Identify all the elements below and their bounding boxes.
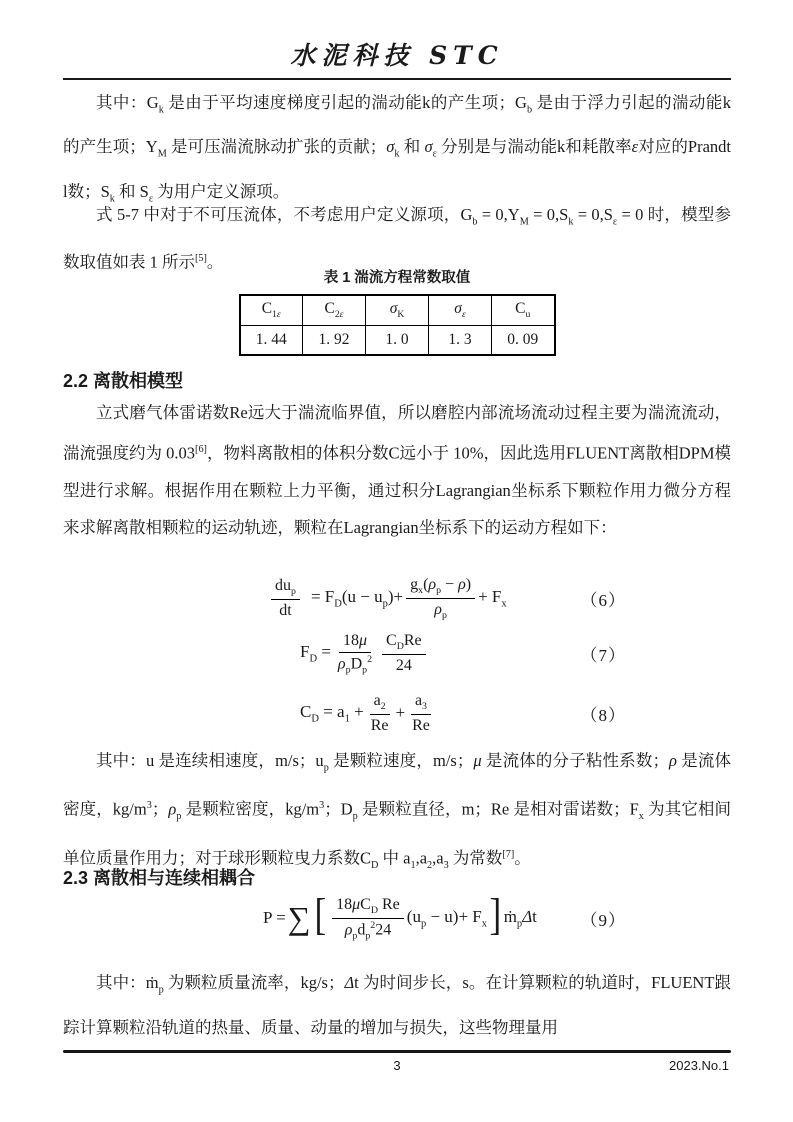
equation-body: = $F_D(u - u_p)+$: [310, 586, 404, 610]
section-heading-2-3: 2.3 离散相与连续相耦合: [63, 868, 256, 888]
table-value-cell: 1. 92: [303, 325, 366, 355]
equation-body: $C_D = a_1$ +: [300, 701, 364, 725]
page-number: 3: [393, 1058, 401, 1073]
footer: [63, 1058, 731, 1073]
table-header-cell: $\sigma_\varepsilon$: [429, 295, 492, 325]
header-rule: [63, 78, 731, 80]
fraction: $\frac{g_x(\rho_p - \rho)}{\rho_p}$: [406, 574, 475, 622]
turbulence-constants-table: [239, 294, 556, 356]
equation-body: +: [395, 703, 406, 723]
equation-number: （6）: [580, 590, 626, 610]
paragraph-coupling-definitions: 其中：ṁ$_p$ 为颗粒质量流率，kg/s；Δt 为时间步长，s。在计算颗粒的轨道时，FLUENT跟踪计算颗粒沿轨道的热量、质量、动量的增加与损失，这些物理量用: [63, 973, 731, 1038]
equation-8: [63, 690, 731, 736]
table-caption: 表 1 湍流方程常数取值: [323, 270, 471, 286]
equation-number: （7）: [580, 645, 626, 665]
fraction: $\frac{18\mu}{\rho_pD_p^2}$: [337, 632, 373, 676]
table-value-cell: 1. 3: [429, 325, 492, 355]
table-value-row: [240, 325, 555, 355]
right-bracket: ]: [489, 890, 502, 940]
equation-7: [63, 630, 731, 677]
paragraph-turbulence-terms: 其中：$G_k$ 是由于平均速度梯度引起的湍动能k的产生项；$G_b$ 是由于浮力引起的湍动能k的产生项；$Y_M$ 是可压湍流脉动扩张的贡献；$\sigma_k$ 和 $\sigma_\varepsilon$ 分别是与湍动能k和耗散率ε对应的Prandtl数；$S_k$ 和 $S_\varepsilon$ 为用户定义源项。: [63, 93, 731, 204]
table-header-cell: $C_{1\varepsilon}$: [240, 295, 303, 325]
equation-6: [63, 574, 731, 622]
fraction: $\frac{C_DRe}{24}$: [382, 630, 426, 676]
section-heading-2-2: 2.2 离散相模型: [63, 371, 184, 391]
table-header-row: [240, 295, 555, 325]
equation-number: （8）: [580, 705, 626, 725]
fraction: $\frac{a_2}{Re}$: [370, 692, 389, 734]
left-bracket: [: [314, 890, 327, 940]
issue-number: 2023.No.1: [669, 1058, 729, 1073]
equation-body: P =: [263, 908, 286, 928]
fraction: $\frac{a_3}{Re}$: [412, 692, 430, 734]
equation-number: （9）: [580, 910, 626, 930]
equation-9: [63, 890, 731, 942]
table-wrap: [63, 294, 731, 356]
equation-body: $(u_p - u)+ F_x$: [406, 907, 488, 930]
table-header-cell: $\sigma_K$: [366, 295, 429, 325]
paragraph-symbol-definitions: 其中：u 是连续相速度，m/s；$u_p$ 是颗粒速度，m/s；μ 是流体的分子粘性系数；ρ 是流体密度，$kg/m^3$；$\rho_p$ 是颗粒密度，$kg/m^3$；$D_p$ 是颗粒直径，m；Re 是相对雷诺数；$F_x$ 为其它相间单位质量作用力；对于球形颗粒曳力系数$C_D$ 中 $a_1,a_2,a_3$ 为常数[7]。: [63, 751, 732, 871]
paragraph-model-parameters: 式 5-7 中对于不可压流体，不考虑用户定义源项，$G_b = 0,Y_M = 0,S_k = 0,S_\varepsilon = 0$ 时，模型参数取值如表 1 所示[5]。: [63, 205, 731, 272]
equation-body: $F_D$ =: [300, 642, 331, 665]
table-header-cell: $C_{2\varepsilon}$: [303, 295, 366, 325]
fraction: $\frac{18\mu C_D Re}{\rho_pd_p^224}$: [332, 894, 404, 942]
table-value-cell: 0. 09: [492, 325, 555, 355]
journal-title: 水泥科技 STC: [290, 41, 504, 70]
summation-sigma: ∑: [287, 900, 311, 937]
equation-body: + $F_x$: [478, 586, 507, 610]
paragraph-dpm-model: 立式磨气体雷诺数Re远大于湍流临界值，所以磨腔内部流场流动过程主要为湍流流动，湍流强度约为 0.03[6]，物料离散相的体积分数C远小于 10%，因此选用FLUENT离散相DPM模型进行求解。根据作用在颗粒上力平衡，通过积分Lagrangian坐标系下颗粒作用力微分方程来求解离散相颗粒的运动轨迹，颗粒在Lagrangian坐标系下的运动方程如下：: [63, 403, 732, 537]
table-value-cell: 1. 44: [240, 325, 303, 355]
table-value-cell: 1. 0: [366, 325, 429, 355]
equation-body: ṁ$_p$Δt: [503, 907, 537, 930]
footer-rule: [63, 1050, 731, 1053]
fraction: $\frac{du_p}{dt}$: [271, 575, 300, 621]
table-header-cell: $C_u$: [492, 295, 555, 325]
